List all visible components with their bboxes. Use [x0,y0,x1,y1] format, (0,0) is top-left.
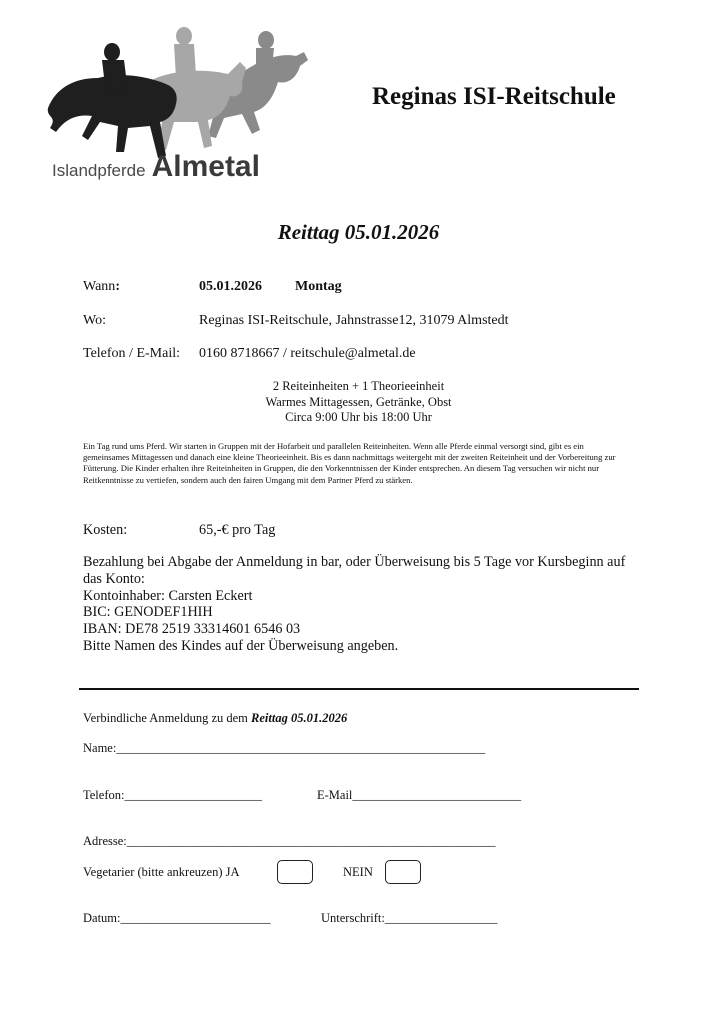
payment-note: Bitte Namen des Kindes auf der Überweisung angeben. [83,637,399,654]
program-block [0,379,717,426]
logo-text-small: Islandpferde [52,161,146,180]
payment-block [83,554,643,655]
when-date: 05.01.2026 [199,279,262,294]
registration-heading [83,711,347,726]
signature-field[interactable]: Unterschrift:__________________ [321,911,498,925]
phone-value: 0160 8718667 / reitschule@almetal.de [199,346,416,361]
section-divider [79,688,639,690]
phone-field[interactable]: Telefon:______________________ [83,788,262,802]
name-field[interactable]: Name:___________________________________________________________ [83,741,486,755]
event-title: Reittag 05.01.2026 [277,220,440,244]
horse-front-silhouette [48,43,177,158]
when-label-line [83,279,120,295]
address-field[interactable]: Adresse:___________________________________________________________ [83,834,496,848]
when-day: Montag [295,279,342,294]
payment-bic: BIC: GENODEF1HIH [83,604,213,621]
program-line: Warmes Mittagessen, Getränke, Obst [265,394,452,409]
program-line: 2 Reiteinheiten + 1 Theorieeinheit [272,379,445,393]
date-field[interactable]: Datum:________________________ [83,911,271,925]
when-label: Wann [83,279,116,294]
vegetarian-no-checkbox[interactable] [385,860,421,884]
vegetarian-label: Vegetarier (bitte ankreuzen) JA [83,865,240,879]
where-value: Reginas ISI-Reitschule, Jahnstrasse12, 31079 Almstedt [199,313,509,328]
description-paragraph: Ein Tag rund ums Pferd. Wir starten in Gruppen mit der Hofarbeit und parallelen Reiteinheiten. Wenn alle Pferde einmal versorgt sind, gibt es ein gemeinsames Mittagessen und danach eine kleine Theorieeinheit. Bis es dann nachmittags weitergeht mit der zweiten Reiteinheit und der Vorbereitung zur Fütterung. Die Kinder erhalten ihre Reiteinheiten in Gruppen, die den Vorkenntnissen der Kinder entsprechen. An diesem Tag versuchen wir nicht nur Reitkenntnisse zu vertiefen, sondern auch den fairen Umgang mit dem Partner Pferd zu stärken. [83,441,616,485]
phone-label: Telefon / E-Mail: [83,346,180,361]
logo-text-big: Almetal [151,150,260,183]
registration-text: Verbindliche Anmeldung zu dem [83,711,252,725]
school-name-heading: Reginas ISI-Reitschule [372,83,616,110]
when-label-colon: : [115,279,120,294]
costs-value: 65,-€ pro Tag [199,522,276,538]
costs-label: Kosten: [83,522,128,538]
payment-iban: IBAN: DE78 2519 33314601 6546 03 [83,621,301,638]
vegetarian-yes-checkbox[interactable] [277,860,313,884]
registration-event: Reittag 05.01.2026 [251,711,348,725]
email-field[interactable]: E-Mail___________________________ [317,788,522,802]
logo-text [52,150,260,184]
payment-intro: Bezahlung bei Abgabe der Anmeldung in bar, oder Überweisung bis 5 Tage vor Kursbeginn auf das Konto: [83,554,626,587]
where-label: Wo: [83,313,106,328]
payment-holder: Kontoinhaber: Carsten Eckert [83,587,253,604]
vegetarian-no-label: NEIN [343,865,373,879]
program-line: Circa 9:00 Uhr bis 18:00 Uhr [285,410,432,424]
